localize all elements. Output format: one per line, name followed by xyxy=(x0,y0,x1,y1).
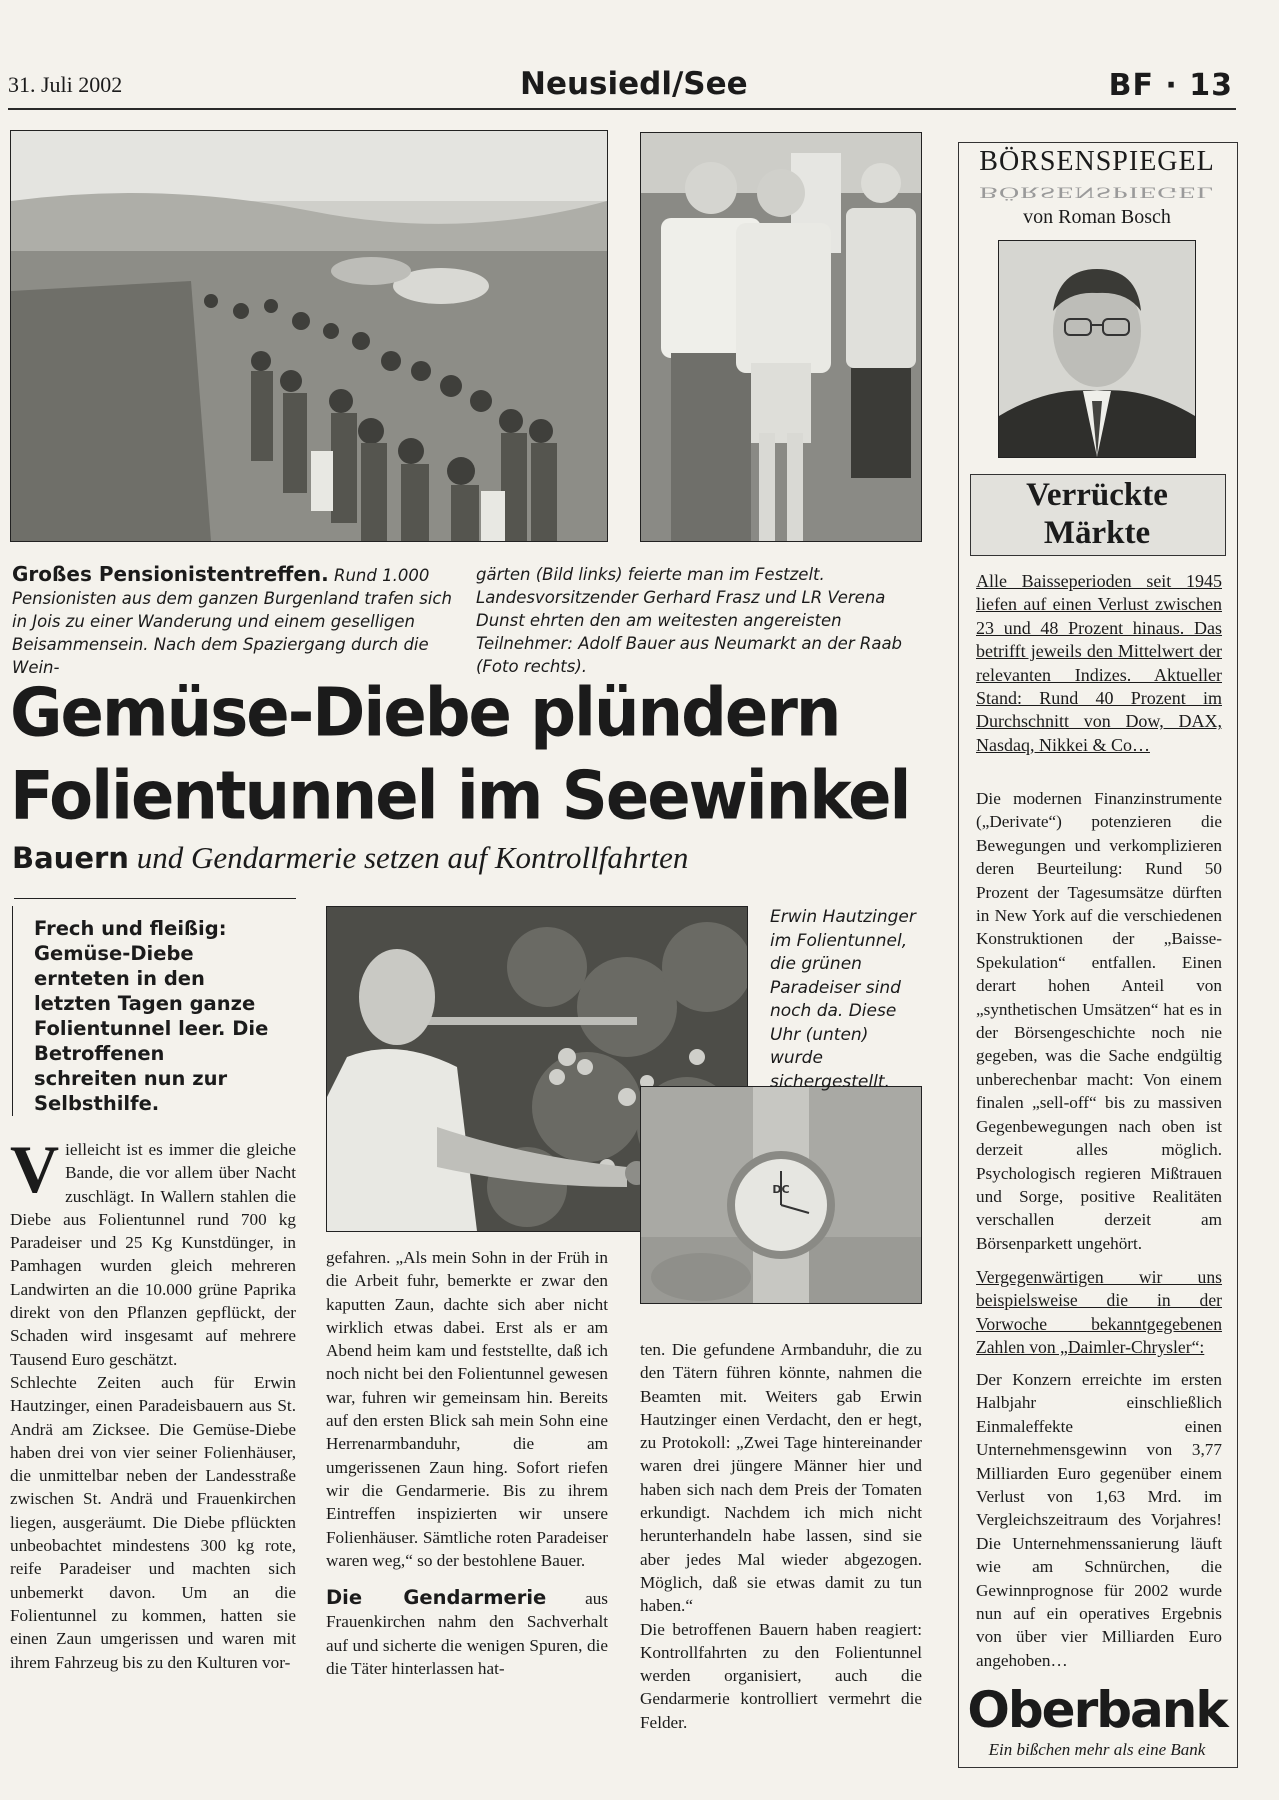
sidebar-author: von Roman Bosch xyxy=(1023,206,1171,228)
article-column-1 xyxy=(10,1131,296,1674)
oberbank-logo: Oberbank xyxy=(967,1681,1227,1739)
column-2-subhead: Die Gendarmerie xyxy=(326,1586,547,1610)
article-column-2 xyxy=(326,1246,608,1680)
drop-cap: V xyxy=(10,1131,60,1207)
oberbank-slogan: Ein bißchen mehr als eine Bank xyxy=(988,1740,1206,1759)
teaser-side-rule xyxy=(12,906,13,1116)
farmer-photo-caption: Erwin Hautzinger im Folientunnel, die grünen Paradeiser sind noch da. Diese Uhr (unten) wurde sichergestellt. xyxy=(770,907,916,1092)
crowd-photo xyxy=(10,130,608,542)
sidebar-title-reflection: BÖRSENSPIEGEL xyxy=(979,183,1215,201)
headline-line-1: Gemüse-Diebe plündern xyxy=(10,675,840,753)
column-title-line-1: Verrückte xyxy=(1026,477,1168,513)
column-title xyxy=(970,476,1224,552)
issue-date: 31. Juli 2002 xyxy=(8,72,123,97)
page-number: BF · 13 xyxy=(1108,68,1233,103)
article-subheadline xyxy=(12,840,688,876)
header-rule xyxy=(8,108,1236,110)
headline-line-2: Folientunnel im Seewinkel xyxy=(10,758,910,836)
article-column-3 xyxy=(640,1338,922,1734)
watch-brand-text: DC xyxy=(772,1183,790,1196)
column-2-paragraph-2 xyxy=(326,1586,608,1680)
article-teaser: Frech und fleißig: Gemüse-Diebe ernteten in den letzten Tagen ganze Folientunnel leer. Die Betroffenen schreiten nun zur Selbsthilfe. xyxy=(34,917,269,1115)
column-1-paragraph-1: ielleicht ist es immer die gleiche Bande, die vor allem über Nacht zuschlägt. In Wallern stahlen die Diebe aus Folientunnel rund 700 kg Paradeiser und 25 Kg Kunstdünger, in Pamhagen wurden gleich mehreren Landwirten an die 10.000 grüne Paprika direkt von den Pflanzen gepflückt, der Schaden wird insgesamt auf mehrere Tausend Euro geschätzt. xyxy=(10,1140,296,1369)
watch-photo xyxy=(640,1086,922,1304)
subhead-bold: Bauern xyxy=(12,841,129,875)
column-3-paragraph-2: Die betroffenen Bauern haben reagiert: Kontrollfahrten zu den Folientunnel werden organisiert, auch die Gendarmerie kontrolliert vermehrt die Felder. xyxy=(640,1619,922,1732)
author-portrait xyxy=(998,240,1196,458)
caption-text-left: Rund 1.000 Pensionisten aus dem ganzen Burgenland trafen sich in Jois zu einer Wanderung und einem geselligen Beisammensein. Nach dem Spaziergang durch die Wein- xyxy=(12,566,452,677)
sidebar-paragraph-1: Die modernen Finanzinstrumente („Derivate“) potenzieren die Bewegungen und verkomplizieren deren Beurteilung: Rund 50 Prozent der Tagesumsätze dürften in New York auf die verschiedenen Konstruktionen der „Baisse-Spekulation“ entfallen. Einen derart hohen Anteil von „synthetischen Umsätzen“ hat es in der Börsengeschichte noch nie gegeben, was die Sache endgültig unberechenbar macht: Von einem finalen „sell-off“ bis zu massiven Gegenbewegungen nach oben ist derzeit alles möglich. Psychologisch regieren Mißtrauen und Sorge, positive Realitäten verschallen derzeit am Börsenparkett ungehört. xyxy=(976,789,1222,1253)
teaser-rule xyxy=(14,898,296,899)
column-3-paragraph-1: ten. Die gefundene Armbanduhr, die zu den Tätern führen könnte, nahmen die Beamten mit. Weiters gab Erwin Hautzinger einen Verdacht, den er hegt, zu Protokoll: „Zwei Tage hintereinander waren drei jüngere Männer hier und haben sich nach dem Preis der Tomaten erkundigt. Nachdem ich mich nicht herunterhandeln habe lassen, sind sie aber jedes Mal wieder abgezogen. Möglich, daß sie etwas damit zu tun haben.“ xyxy=(640,1340,922,1616)
column-1-paragraph-2: Schlechte Zeiten auch für Erwin Hautzinger, einen Paradeisbauern aus St. Andrä am Zicksee. Die Gemüse-Diebe haben drei von vier seiner Folienhäuser, die unmittelbar neben der Landesstraße zwischen St. Andrä und Frauenkirchen liegen, ausgeräumt. Die Diebe pflückten unbeobachtet mindestens 300 kg rote, reife Paradeiser und machten sich unbemerkt davon. Um an die Folientunnel zu kommen, hatten sie einen Zaun umgerissen und waren mit ihrem Fahrzeug bis zu den Kulturen vor- xyxy=(10,1372,296,1672)
sidebar-paragraph-2: Der Konzern erreichte im ersten Halbjahr einschließlich Einmaleffekte einen Unternehmensgewinn von 3,77 Milliarden Euro gegenüber einem Verlust von 1,63 Mrd. im Vergleichszeitraum des Vorjahres! Die Unternehmenssanierung läuft wie am Schnürchen, die Gewinnprognose für 2002 wurde nun auf ein operatives Ergebnis von über vier Milliarden Euro angehoben… xyxy=(976,1370,1222,1670)
sidebar-title: BÖRSENSPIEGEL xyxy=(979,146,1215,177)
subhead-rest: und Gendarmerie setzen auf Kontrollfahrten xyxy=(128,840,689,875)
caption-lead: Großes Pensionistentreffen. xyxy=(12,562,329,586)
section-title: Neusiedl/See xyxy=(520,66,748,102)
column-title-line-2: Märkte xyxy=(1043,515,1151,551)
column-2-paragraph-1: gefahren. „Als mein Sohn in der Früh in die Arbeit fuhr, bemerkte er zwar den kaputten Zaun, dachte sich aber nicht wirklich etwas dabei. Erst als er am Abend heim kam und feststellte, daß ich noch nicht bei den Folientunnel gewesen war, fuhren wir gemeinsam hin. Bereits auf den ersten Blick sah mein Sohn eine Herrenarmbanduhr, die am umgerissenen Zaun hing. Sofort riefen wir die Gendarmerie. Bis zu ihrem Eintreffen inspizierten wir unsere Folienhäuser. Sämtliche roten Paradeiser waren weg,“ so der bestohlene Bauer. xyxy=(326,1248,608,1570)
sidebar-subhead: Vergegenwärtigen wir uns beispielsweise die in der Vorwoche bekanntgegebenen Zahlen von „Daimler-Chrysler“: xyxy=(976,1267,1222,1358)
photo-caption-left xyxy=(12,563,452,679)
photo-caption-right: gärten (Bild links) feierte man im Festzelt. Landesvorsitzender Gerhard Frasz und LR Verena Dunst ehrten den am weitesten angereisten Teilnehmer: Adolf Bauer aus Neumarkt an der Raab (Foto rechts). xyxy=(476,565,903,676)
sidebar-lead: Alle Baisseperioden seit 1945 liefen auf einen Verlust zwischen 23 und 48 Prozent hinaus. Das betrifft jeweils den Mittelwert der relevanten Indizes. Aktueller Stand: Rund 40 Prozent im Durchschnitt von Dow, DAX, Nasdaq, Nikkei & Co… xyxy=(976,571,1222,755)
award-photo xyxy=(640,132,922,542)
article-headline xyxy=(10,672,920,838)
column-2-paragraph-2-text: aus Frauenkirchen nahm den Sachverhalt auf und sicherte die wenigen Spuren, die die Täter hinterlassen hat- xyxy=(326,1589,608,1679)
